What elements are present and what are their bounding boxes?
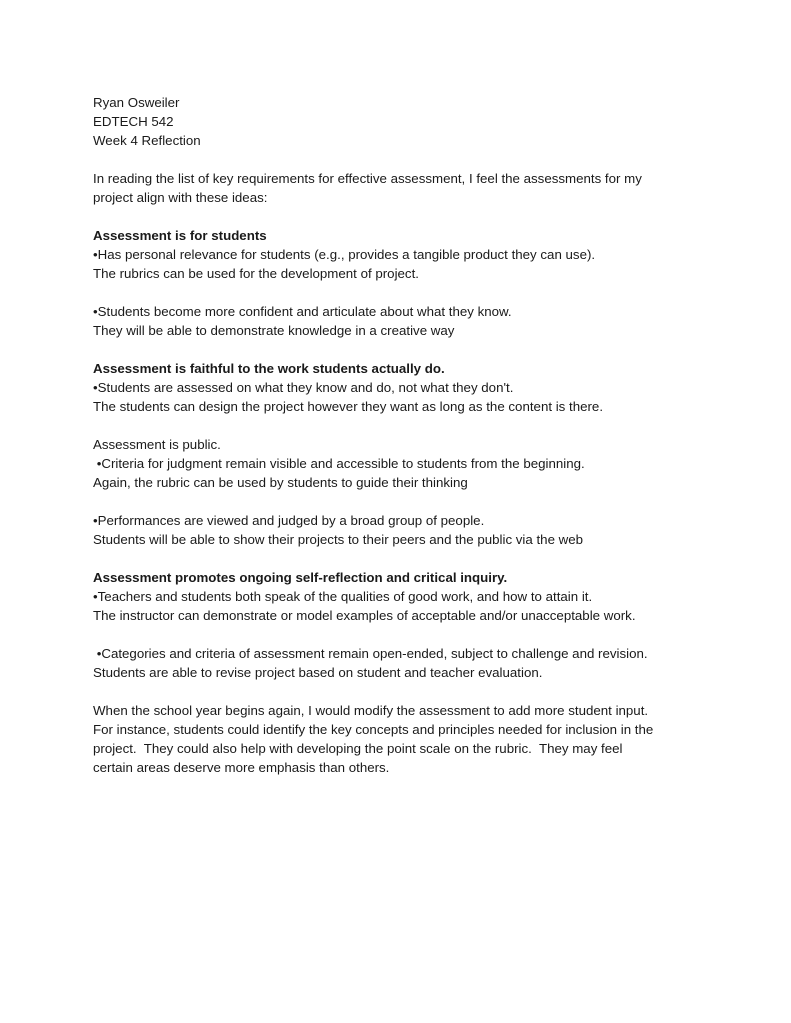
conclusion-line: When the school year begins again, I would modify the assessment to add more student input. xyxy=(93,703,649,718)
bullet-criterion: •Has personal relevance for students (e.g., provides a tangible product they can use). xyxy=(93,247,596,262)
section-heading: Assessment promotes ongoing self-reflection and critical inquiry. xyxy=(93,570,508,585)
bullet-criterion: •Categories and criteria of assessment remain open-ended, subject to challenge and revision. xyxy=(93,646,648,661)
spacer xyxy=(93,283,743,302)
bullet-criterion: •Students become more confident and articulate about what they know. xyxy=(93,304,512,319)
intro-line: project align with these ideas: xyxy=(93,190,268,205)
author-name: Ryan Osweiler xyxy=(93,95,180,110)
criterion-response: The rubrics can be used for the development of project. xyxy=(93,266,419,281)
bullet-criterion: •Performances are viewed and judged by a broad group of people. xyxy=(93,513,485,528)
spacer xyxy=(93,492,743,511)
intro-line: In reading the list of key requirements for effective assessment, I feel the assessments for my xyxy=(93,171,642,186)
document-title: Week 4 Reflection xyxy=(93,133,201,148)
criterion-response: Again, the rubric can be used by students to guide their thinking xyxy=(93,475,468,490)
section-heading: Assessment is for students xyxy=(93,228,267,243)
bullet-criterion: •Students are assessed on what they know and do, not what they don't. xyxy=(93,380,514,395)
section-heading: Assessment is public. xyxy=(93,437,221,452)
conclusion-line: project. They could also help with developing the point scale on the rubric. They may feel xyxy=(93,741,623,756)
spacer xyxy=(93,625,743,644)
spacer xyxy=(93,207,743,226)
criterion-response: The students can design the project however they want as long as the content is there. xyxy=(93,399,604,414)
conclusion-line: certain areas deserve more emphasis than others. xyxy=(93,760,390,775)
criterion-response: They will be able to demonstrate knowledge in a creative way xyxy=(93,323,455,338)
bullet-criterion: •Criteria for judgment remain visible and accessible to students from the beginning. xyxy=(93,456,585,471)
spacer xyxy=(93,416,743,435)
spacer xyxy=(93,549,743,568)
spacer xyxy=(93,150,743,169)
criterion-response: Students are able to revise project based on student and teacher evaluation. xyxy=(93,665,543,680)
section-heading: Assessment is faithful to the work students actually do. xyxy=(93,361,445,376)
document-body xyxy=(93,93,743,777)
spacer xyxy=(93,682,743,701)
spacer xyxy=(93,340,743,359)
criterion-response: The instructor can demonstrate or model examples of acceptable and/or unacceptable work. xyxy=(93,608,636,623)
bullet-criterion: •Teachers and students both speak of the qualities of good work, and how to attain it. xyxy=(93,589,593,604)
conclusion-line: For instance, students could identify the key concepts and principles needed for inclusion in the xyxy=(93,722,654,737)
criterion-response: Students will be able to show their projects to their peers and the public via the web xyxy=(93,532,584,547)
course-code: EDTECH 542 xyxy=(93,114,174,129)
